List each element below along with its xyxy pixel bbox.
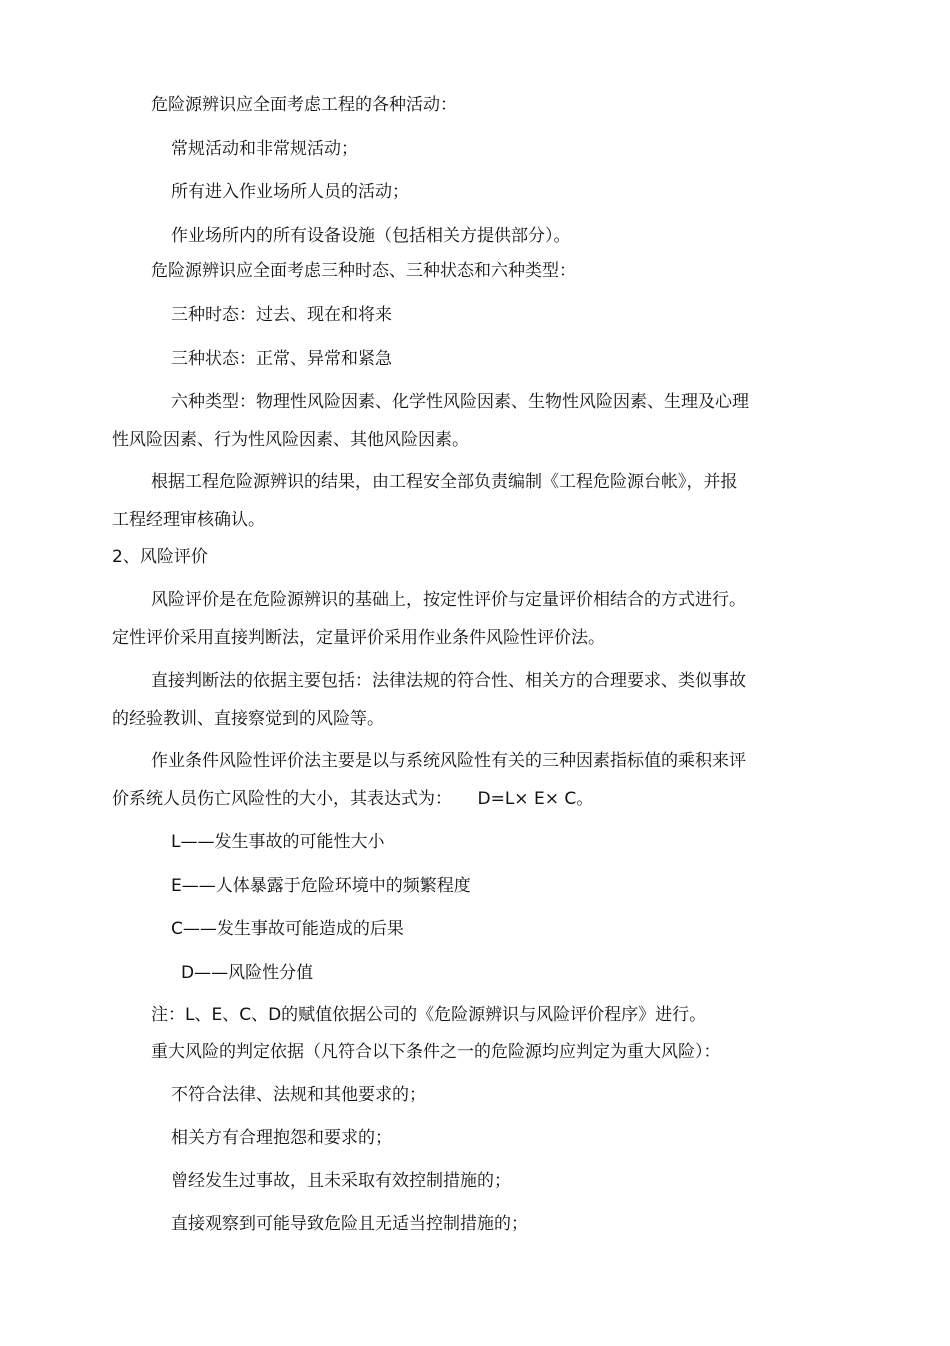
text-line: 三种时态：过去、现在和将来: [171, 305, 392, 325]
criteria-item: 不符合法律、法规和其他要求的；: [171, 1085, 426, 1105]
definition-l: L——发生事故的可能性大小: [171, 832, 385, 852]
text-line: 根据工程危险源辨识的结果，由工程安全部负责编制《工程危险源台帐》，并报: [151, 472, 738, 492]
text-line: 三种状态：正常、异常和紧急: [171, 349, 392, 369]
criteria-item: 曾经发生过事故，且未采取有效控制措施的；: [171, 1171, 511, 1191]
text-line: 作业场所内的所有设备设施（包括相关方提供部分）。: [171, 226, 571, 246]
definition-d: D——风险性分值: [181, 963, 314, 983]
text-line: 直接判断法的依据主要包括：法律法规的符合性、相关方的合理要求、类似事故: [151, 671, 746, 691]
text-line: 危险源辨识应全面考虑三种时态、三种状态和六种类型：: [151, 261, 576, 281]
text-line: 重大风险的判定依据（凡符合以下条件之一的危险源均应判定为重大风险）：: [151, 1042, 721, 1062]
criteria-item: 直接观察到可能导致危险且无适当控制措施的；: [171, 1214, 528, 1234]
note-line: 注：L、E、C、D的赋值依据公司的《危险源辨识与风险评价程序》进行。: [151, 1005, 707, 1025]
text-line: 风险评价是在危险源辨识的基础上，按定性评价与定量评价相结合的方式进行。: [151, 590, 746, 610]
text-line: 工程经理审核确认。: [112, 510, 265, 530]
text-line: 所有进入作业场所人员的活动；: [171, 182, 409, 202]
text-line: 的经验教训、直接察觉到的风险等。: [112, 709, 384, 729]
text-line: 常规活动和非常规活动；: [171, 139, 358, 159]
text-line: 六种类型：物理性风险因素、化学性风险因素、生物性风险因素、生理及心理: [171, 392, 749, 412]
criteria-item: 相关方有合理抱怨和要求的；: [171, 1128, 392, 1148]
definition-e: E——人体暴露于危险环境中的频繁程度: [171, 876, 471, 896]
text-line: 危险源辨识应全面考虑工程的各种活动：: [151, 95, 457, 115]
text-line: 定性评价采用直接判断法，定量评价采用作业条件风险性评价法。: [112, 628, 605, 648]
text-line: 性风险因素、行为性风险因素、其他风险因素。: [112, 430, 469, 450]
formula-line: 价系统人员伤亡风险性的大小，其表达式为： D=L× E× C。: [112, 789, 594, 809]
text-line: 作业条件风险性评价法主要是以与系统风险性有关的三种因素指标值的乘积来评: [151, 751, 746, 771]
section-heading: 2、风险评价: [112, 547, 208, 567]
definition-c: C——发生事故可能造成的后果: [171, 919, 404, 939]
